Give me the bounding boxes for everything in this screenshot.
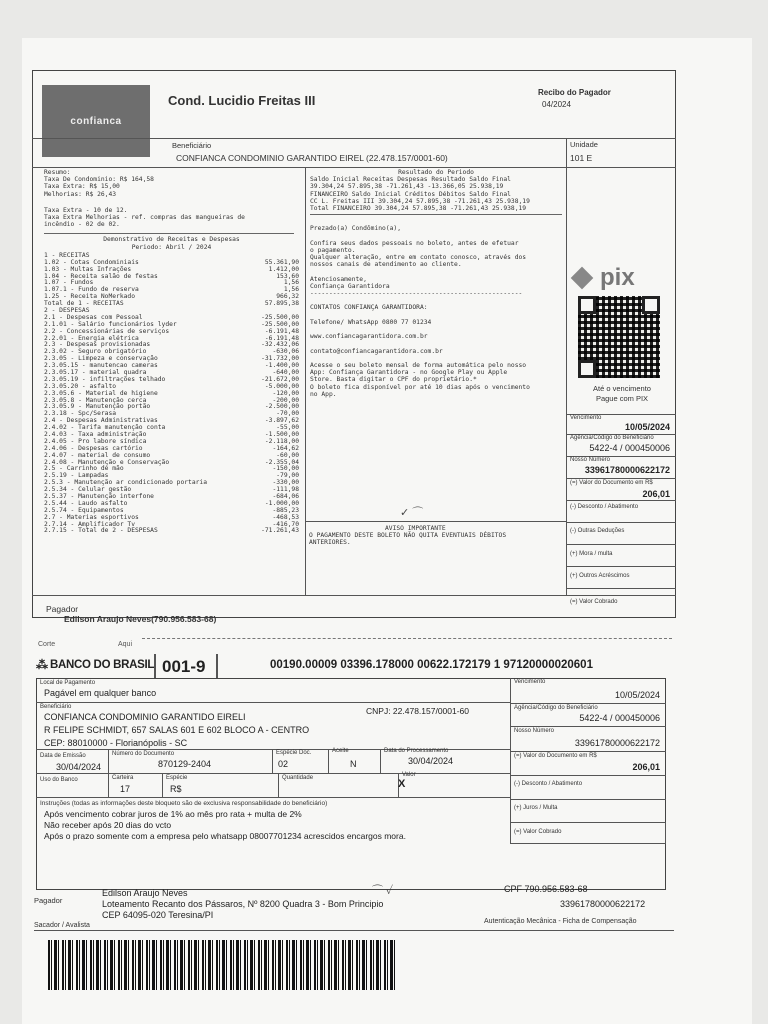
period-result-line: 39.304,24 57.895,38 -71.261,43 -13.366,05 25.938,19 <box>310 183 504 191</box>
statement-row-label: 1.07 - Fundos <box>44 279 94 287</box>
slip-fields <box>510 678 666 832</box>
statement-row-value: 55.361,90 <box>264 258 299 266</box>
divider <box>32 138 676 139</box>
statement-row-value: -21.672,00 <box>261 375 299 383</box>
statement-row-label: 2.4.06 - Despesas cartório <box>44 444 143 452</box>
agency-value: 5422-4 / 000450006 <box>589 443 670 453</box>
message-line: Qualquer alteração, entre em contato conosco, através dos <box>310 254 527 262</box>
message-line: contato@confiancagarantidora.com.br <box>310 347 443 355</box>
statement-row-label: 2.3 - Despesas provisionadas <box>44 341 151 349</box>
statement-row <box>44 528 299 535</box>
statement-row-label: 2.5.44 - Laudo asfalto <box>44 499 128 507</box>
our-number-label: Nosso Número <box>570 457 611 463</box>
slip-beneficiary-name: CONFIANCA CONDOMINIO GARANTIDO EIRELI <box>44 712 246 722</box>
message-line: nossos canais de atendimento ao cliente. <box>310 261 462 269</box>
statement-row-value: 1.412,00 <box>268 265 299 273</box>
qr-finder <box>578 296 596 314</box>
pix-caption-1: Até o vencimento <box>593 384 651 393</box>
statement-row-label: 2.4 - Despesas Administrativas <box>44 417 158 425</box>
slip-due-value: 10/05/2024 <box>614 690 660 700</box>
other-additions-label: (+) Outros Acréscimos <box>570 573 630 579</box>
statement-row-label: 1.07.1 - Fundo de reserva <box>44 286 139 294</box>
emission-label: Data de Emissão <box>40 753 86 759</box>
message-line: CONTATOS CONFIANÇA GARANTIDORA: <box>310 304 428 312</box>
divider <box>566 522 676 523</box>
qr-finder <box>642 296 660 314</box>
bank-symbol-icon: ⁂ <box>36 658 48 672</box>
statement-row-label: 2.5.34 - Celular gestão <box>44 486 132 494</box>
statement-row-label: 2.3.05.6 - Material de higiene <box>44 389 158 397</box>
slip-doc-value: 206,01 <box>632 762 660 772</box>
slip-payer-name: Edilson Araujo Neves <box>102 888 188 898</box>
message-line: -------------------------------------------------------- <box>310 290 523 298</box>
statement-row-value: -120,00 <box>272 389 299 397</box>
statement-row-label: 2.3.05.19 - infiltrações telhado <box>44 375 166 383</box>
summary-line: Melhorias: R$ 26,43 <box>44 190 117 198</box>
statement-row-value: -885,23 <box>272 506 299 514</box>
divider <box>510 799 666 800</box>
statement-row-label: 2 - DESPESAS <box>44 306 90 314</box>
slip-discount-label: (-) Desconto / Abatimento <box>514 781 583 787</box>
statement-title: Demonstrativo de Receitas e Despesas <box>103 236 240 244</box>
divider <box>566 478 676 479</box>
doc-kind-label: Espécie Doc. <box>276 750 312 756</box>
statement-row-label: Total de 1 - RECEITAS <box>44 300 124 308</box>
message-line <box>310 297 562 304</box>
species-value: R$ <box>170 784 182 794</box>
statement-row-label: 2.3.18 - Spc/Serasa <box>44 410 117 418</box>
divider <box>272 749 273 773</box>
pix-caption-2: Pague com PIX <box>595 394 649 403</box>
statement-row-label: 2.4.03 - Taxa administração <box>44 430 147 438</box>
statement-row-label: 2.3.05.17 - material quadra <box>44 368 147 376</box>
statement-row-label: 2.5.3 - Manutenção ar condicionado portaria <box>44 479 208 487</box>
statement-row-label: 2.3.05.20 - asfalto <box>44 382 117 390</box>
accept-label: Aceite <box>332 748 349 754</box>
statement-row-value: 57.895,38 <box>264 300 299 308</box>
slip-charged-label: (=) Valor Cobrado <box>514 829 562 835</box>
cut-label: Corte <box>38 641 56 648</box>
bank-code: 001-9 <box>162 657 206 676</box>
statement-row-label: 2.3.05 - Limpeza e conservação <box>44 355 158 363</box>
statement-period: Periodo: Abril / 2024 <box>131 243 212 251</box>
statement-row-value: -468,53 <box>272 513 299 521</box>
payment-place-value: Pagável em qualquer banco <box>44 688 157 698</box>
summary-line: Resumo: <box>44 169 71 176</box>
statement-row-value: 1,56 <box>283 279 299 287</box>
statement-row-value: -2.118,00 <box>264 437 299 445</box>
slip-payer-our-number: 33961780000622172 <box>560 899 646 909</box>
slip-address-2: CEP: 88010000 - Florianópolis - SC <box>44 738 188 748</box>
bank-use-label: Uso do Banco <box>40 777 78 783</box>
statement-row-value: -2.355,04 <box>264 458 299 466</box>
accept-value: N <box>350 759 357 769</box>
bank-logo <box>36 658 154 672</box>
message-line: Atenciosamente, <box>310 275 367 283</box>
message-line: Acesse o seu boleto mensal de forma automática pelo nosso <box>310 362 527 370</box>
slip-our-number-label: Nosso Número <box>514 728 555 734</box>
slip-agency-label: Agência/Código do Beneficiário <box>514 705 598 711</box>
message-lines <box>310 225 562 398</box>
slip-our-number-value: 33961780000622172 <box>574 738 660 748</box>
statement-row-label: 2.4.07 - material de consumo <box>44 451 151 459</box>
receipt-label: Recibo do Pagador <box>538 88 611 97</box>
slip-due-label: Vencimento <box>514 679 546 685</box>
statement-row-label: 2.7.14 - Amplificador Tv <box>44 520 135 528</box>
value-label: Valor <box>402 772 416 778</box>
instructions-list <box>44 809 406 842</box>
period-result-block <box>310 169 562 398</box>
doc-number-value: 870129-2404 <box>158 759 212 769</box>
statement-table <box>44 253 299 536</box>
statement-row-value: -5.000,00 <box>264 382 299 390</box>
quantity-label: Quantidade <box>282 775 314 781</box>
summary-block <box>44 169 299 535</box>
statement-row-label: 1.25 - Receita NoMerkado <box>44 293 135 301</box>
statement-row-label: 2.3.05.15 - manutencao cameras <box>44 362 158 370</box>
slip-address-1: R FELIPE SCHMIDT, 657 SALAS 601 E 602 BLOCO A - CENTRO <box>44 725 310 735</box>
period-result-lines <box>310 176 562 212</box>
discount-label: (-) Desconto / Abatimento <box>570 504 639 510</box>
statement-row-label: 1.04 - Receita salão de festas <box>44 272 158 280</box>
message-line: o pagamento. <box>310 246 356 254</box>
statement-row-label: 2.5.19 - Lampadas <box>44 472 109 480</box>
period-result-title: Resultado do Periodo <box>398 169 474 176</box>
statement-row-label: 2.3.02 - Seguro obrigatório <box>44 348 147 356</box>
divider <box>36 773 510 774</box>
period-result-line: Total FINANCEIRO 39.304,24 57.895,38 -71.261,43 25.938,19 <box>310 205 527 213</box>
statement-row-value: -6.191,48 <box>264 327 299 335</box>
slip-agency-value: 5422-4 / 000450006 <box>579 713 660 723</box>
divider <box>162 773 163 797</box>
due-label: Vencimento <box>570 415 602 421</box>
statement-row-value: -3.897,62 <box>264 417 299 425</box>
summary-line: Taxa De Condominio: R$ 164,58 <box>44 176 154 184</box>
statement-row-value: -150,00 <box>272 465 299 473</box>
statement-row-label: 2.3.05.8 - Manutenção cerca <box>44 396 147 404</box>
divider <box>32 167 676 168</box>
summary-lines <box>44 169 299 198</box>
statement-row-value: 153,60 <box>276 272 299 280</box>
statement-row-value: -330,00 <box>272 479 299 487</box>
pix-logo: pix <box>574 264 635 292</box>
barcode[interactable] <box>48 940 398 990</box>
divider <box>154 654 156 678</box>
extra-lines <box>44 207 299 229</box>
divider <box>566 544 676 545</box>
receipt-period: 04/2024 <box>542 100 571 109</box>
statement-row-value: -416,70 <box>272 520 299 528</box>
statement-row-value: -79,00 <box>276 472 299 480</box>
divider <box>36 702 510 703</box>
message-line <box>310 326 562 333</box>
statement-row-label: 2.4.08 - Manutenção e Conservação <box>44 458 170 466</box>
statement-row-label: 2.3.05.9 - Manutenção portão <box>44 403 151 411</box>
other-deductions-label: (-) Outras Deduções <box>570 528 625 534</box>
confianca-logo: confianca <box>42 85 150 157</box>
slip-payer-label: Pagador <box>34 896 63 905</box>
beneficiary-label: Beneficiário <box>172 141 212 150</box>
instruction-line: Não receber após 20 dias do vcto <box>44 820 172 830</box>
divider <box>34 930 674 931</box>
statement-row-value: -111,98 <box>272 486 299 494</box>
statement-row-label: 2.5 - Carrinho de mão <box>44 465 124 473</box>
statement-row-label: 2.7 - Materias esportivos <box>44 513 139 521</box>
processing-value: 30/04/2024 <box>408 756 454 766</box>
receipt-fields <box>566 414 676 595</box>
message-line: Telefone/ WhatsApp 0800 77 01234 <box>310 318 432 326</box>
extra-line: Taxa Extra Melhorias - ref. compras das mangueiras de <box>44 214 245 222</box>
wallet-value: 17 <box>120 784 131 794</box>
doc-value-label: (=) Valor do Documento em R$ <box>570 480 653 486</box>
value-mark: X <box>398 778 406 790</box>
our-number-value: 33961780000622172 <box>584 465 670 475</box>
guarantor-label: Sacador / Avalista <box>34 922 90 929</box>
statement-row-label: 2.4.05 - Pro labore síndica <box>44 437 147 445</box>
statement-row-value: -60,00 <box>276 451 299 459</box>
statement-row-label: 2.2.01 - Energia elétrica <box>44 334 139 342</box>
statement-row-value: -640,00 <box>272 368 299 376</box>
species-label: Espécie <box>166 775 188 781</box>
slip-beneficiary-label: Beneficiário <box>40 704 72 710</box>
message-line: Prezado(a) Condômino(a), <box>310 225 401 233</box>
statement-row-value: -70,00 <box>276 410 299 418</box>
statement-row-value: -31.732,00 <box>261 355 299 363</box>
message-line: www.confiancagarantidora.com.br <box>310 333 428 341</box>
statement-row-value: 966,32 <box>276 293 299 301</box>
statement-row-label: 1.03 - Multas Infrações <box>44 265 132 273</box>
summary-line: Taxa Extra: R$ 15,00 <box>44 183 120 191</box>
doc-value: 206,01 <box>642 489 670 499</box>
statement-row-label: 1 - RECEITAS <box>44 251 90 259</box>
payment-place-label: Local de Pagamento <box>40 680 96 686</box>
divider <box>566 138 567 167</box>
divider <box>510 726 666 727</box>
processing-label: Data do Processamento <box>384 748 449 754</box>
here-label: Aqui <box>118 641 133 648</box>
message-line: Confiança Garantidora <box>310 282 390 290</box>
statement-row-value: -200,00 <box>272 396 299 404</box>
notice-line: ANTERIORES. <box>309 539 351 547</box>
divider <box>278 773 279 797</box>
message-line: no App. <box>310 390 337 398</box>
period-result-line: Saldo Inicial Receitas Despesas Resultado Saldo Final <box>310 176 511 184</box>
notice-title: AVISO IMPORTANTE <box>385 525 446 532</box>
beneficiary-value: CONFIANCA CONDOMINIO GARANTIDO EIREL (22.478.157/0001-60) <box>176 153 448 163</box>
statement-row-label: 2.1 - Despesas com Pessoal <box>44 313 143 321</box>
instruction-line: Após vencimento cobrar juros de 1% ao mês pro rata + multa de 2% <box>44 809 302 819</box>
pix-qr-code[interactable] <box>578 296 660 378</box>
unit-label: Unidade <box>570 140 598 149</box>
message-line <box>310 312 562 319</box>
instructions-label: Instruções (todas as informações deste bloqueto são de exclusiva responsabilidade do beneficiário) <box>40 800 328 807</box>
statement-row-label: 2.2 - Concessionárias de serviços <box>44 327 170 335</box>
message-line: O boleto fica disponível por até 10 dias após o vencimento <box>310 383 530 391</box>
divider <box>510 775 666 776</box>
message-line <box>310 232 562 239</box>
statement-row-value: -630,06 <box>272 348 299 356</box>
slip-payer-address-1: Loteamento Recanto dos Pássaros, Nº 8200 Quadra 3 - Bom Principio <box>102 899 384 909</box>
statement-row-value: -1.400,00 <box>264 362 299 370</box>
qr-finder <box>578 360 596 378</box>
divider <box>32 595 676 596</box>
divider <box>328 749 329 773</box>
payer-label: Pagador <box>46 604 79 614</box>
charged-label: (=) Valor Cobrado <box>570 599 618 605</box>
notice-lines <box>305 532 566 546</box>
divider <box>36 797 510 798</box>
instruction-line: Após o prazo somente com a empresa pelo whatsapp 08007701234 acrescidos encargos mora. <box>44 831 406 841</box>
notice-block <box>305 521 566 547</box>
wallet-label: Carteira <box>112 775 134 781</box>
message-line <box>310 355 562 362</box>
slip-doc-value-label: (=) Valor do Documento em R$ <box>514 753 597 759</box>
divider <box>380 749 381 773</box>
digitable-line[interactable]: 00190.00009 03396.178000 00622.172179 1 97120000020601 <box>270 659 593 671</box>
slip-fine-label: (+) Juros / Multa <box>514 805 558 811</box>
handwritten-mark: ✓ ⌒ <box>400 507 424 519</box>
statement-row-value: -684,06 <box>272 493 299 500</box>
doc-number-label: Número do Documento <box>112 751 175 757</box>
statement-row-value: -25.500,00 <box>261 313 299 321</box>
divider <box>44 233 294 234</box>
fine-label: (+) Mora / multa <box>570 551 613 557</box>
message-line: Store. Basta digitar o CPF do proprietário.* <box>310 376 477 384</box>
slip-payer-address-2: CEP 64095-020 Teresina/PI <box>102 910 214 920</box>
cut-line <box>142 638 672 639</box>
due-value: 10/05/2024 <box>624 422 670 432</box>
statement-row-label: 2.7.15 - Total de 2 - DESPESAS <box>44 527 158 535</box>
extra-line: Taxa Extra - 10 de 12. <box>44 206 128 214</box>
condominium-title: Cond. Lucidio Freitas III <box>168 93 316 108</box>
statement-row-value: -164,62 <box>272 444 299 452</box>
statement-row-label: 1.02 - Cotas Condominiais <box>44 258 139 266</box>
divider <box>510 751 666 752</box>
pix-diamond-icon <box>571 267 594 290</box>
statement-row-value: -25.500,00 <box>261 320 299 328</box>
doc-kind-value: 02 <box>278 759 289 769</box>
message-line: App: Confiança Garantidora - no Google Play ou Apple <box>310 369 508 377</box>
period-result-line: FINANCEIRO Saldo Inicial Créditos Débitos Saldo Final <box>310 190 511 198</box>
statement-row-value: -1.000,00 <box>264 499 299 507</box>
divider <box>510 703 666 704</box>
statement-row-label: 2.5.74 - Equipamentos <box>44 506 124 514</box>
handwritten-mark: ⌒ ✓ <box>372 885 394 897</box>
statement-row-label: 2.1.01 - Salário funcionários lyder <box>44 320 177 328</box>
auth-label: Autenticação Mecânica - Ficha de Compensação <box>484 918 637 925</box>
statement-row-value: -55,00 <box>276 424 299 432</box>
statement-row-value: -2.500,00 <box>264 403 299 411</box>
statement-row-label: 2.4.02 - Tarifa manutenção conta <box>44 424 166 432</box>
divider <box>566 588 676 589</box>
divider <box>566 566 676 567</box>
statement-row-label: 2.5.37 - Manutenção interfone <box>44 493 154 500</box>
unit-value: 101 E <box>570 153 593 163</box>
extra-line: incêndio - 02 de 02. <box>44 221 120 229</box>
divider <box>566 500 676 501</box>
message-line <box>310 340 562 347</box>
slip-cnpj: CNPJ: 22.478.157/0001-60 <box>366 706 470 716</box>
statement-row-value: -71.261,43 <box>261 527 299 535</box>
divider <box>216 654 218 678</box>
statement-row-value: -32.432,06 <box>261 341 299 349</box>
payer-value: Edilson Araujo Neves(790.956.583-68) <box>64 614 217 624</box>
notice-line: O PAGAMENTO DESTE BOLETO NÃO QUITA EVENTUAIS DÉBITOS <box>309 532 507 540</box>
statement-row-value: -6.191,48 <box>264 334 299 342</box>
agency-label: Agência/Código do Beneficiário <box>570 435 654 441</box>
message-line: Confira seus dados pessoais no boleto, antes de efetuar <box>310 239 519 247</box>
period-result-line: CC L. Freitas III 39.304,24 57.895,38 -71.261,43 25.938,19 <box>310 197 530 205</box>
statement-row-value: 1,56 <box>283 286 299 294</box>
statement-row-value: -1.500,00 <box>264 430 299 438</box>
slip-payer-cpf: CPF 790.956.583-68 <box>504 884 588 894</box>
bank-name: BANCO DO BRASIL <box>50 659 155 671</box>
emission-value: 30/04/2024 <box>56 762 102 772</box>
message-line <box>310 268 562 275</box>
boleto-sheet <box>22 38 752 1024</box>
